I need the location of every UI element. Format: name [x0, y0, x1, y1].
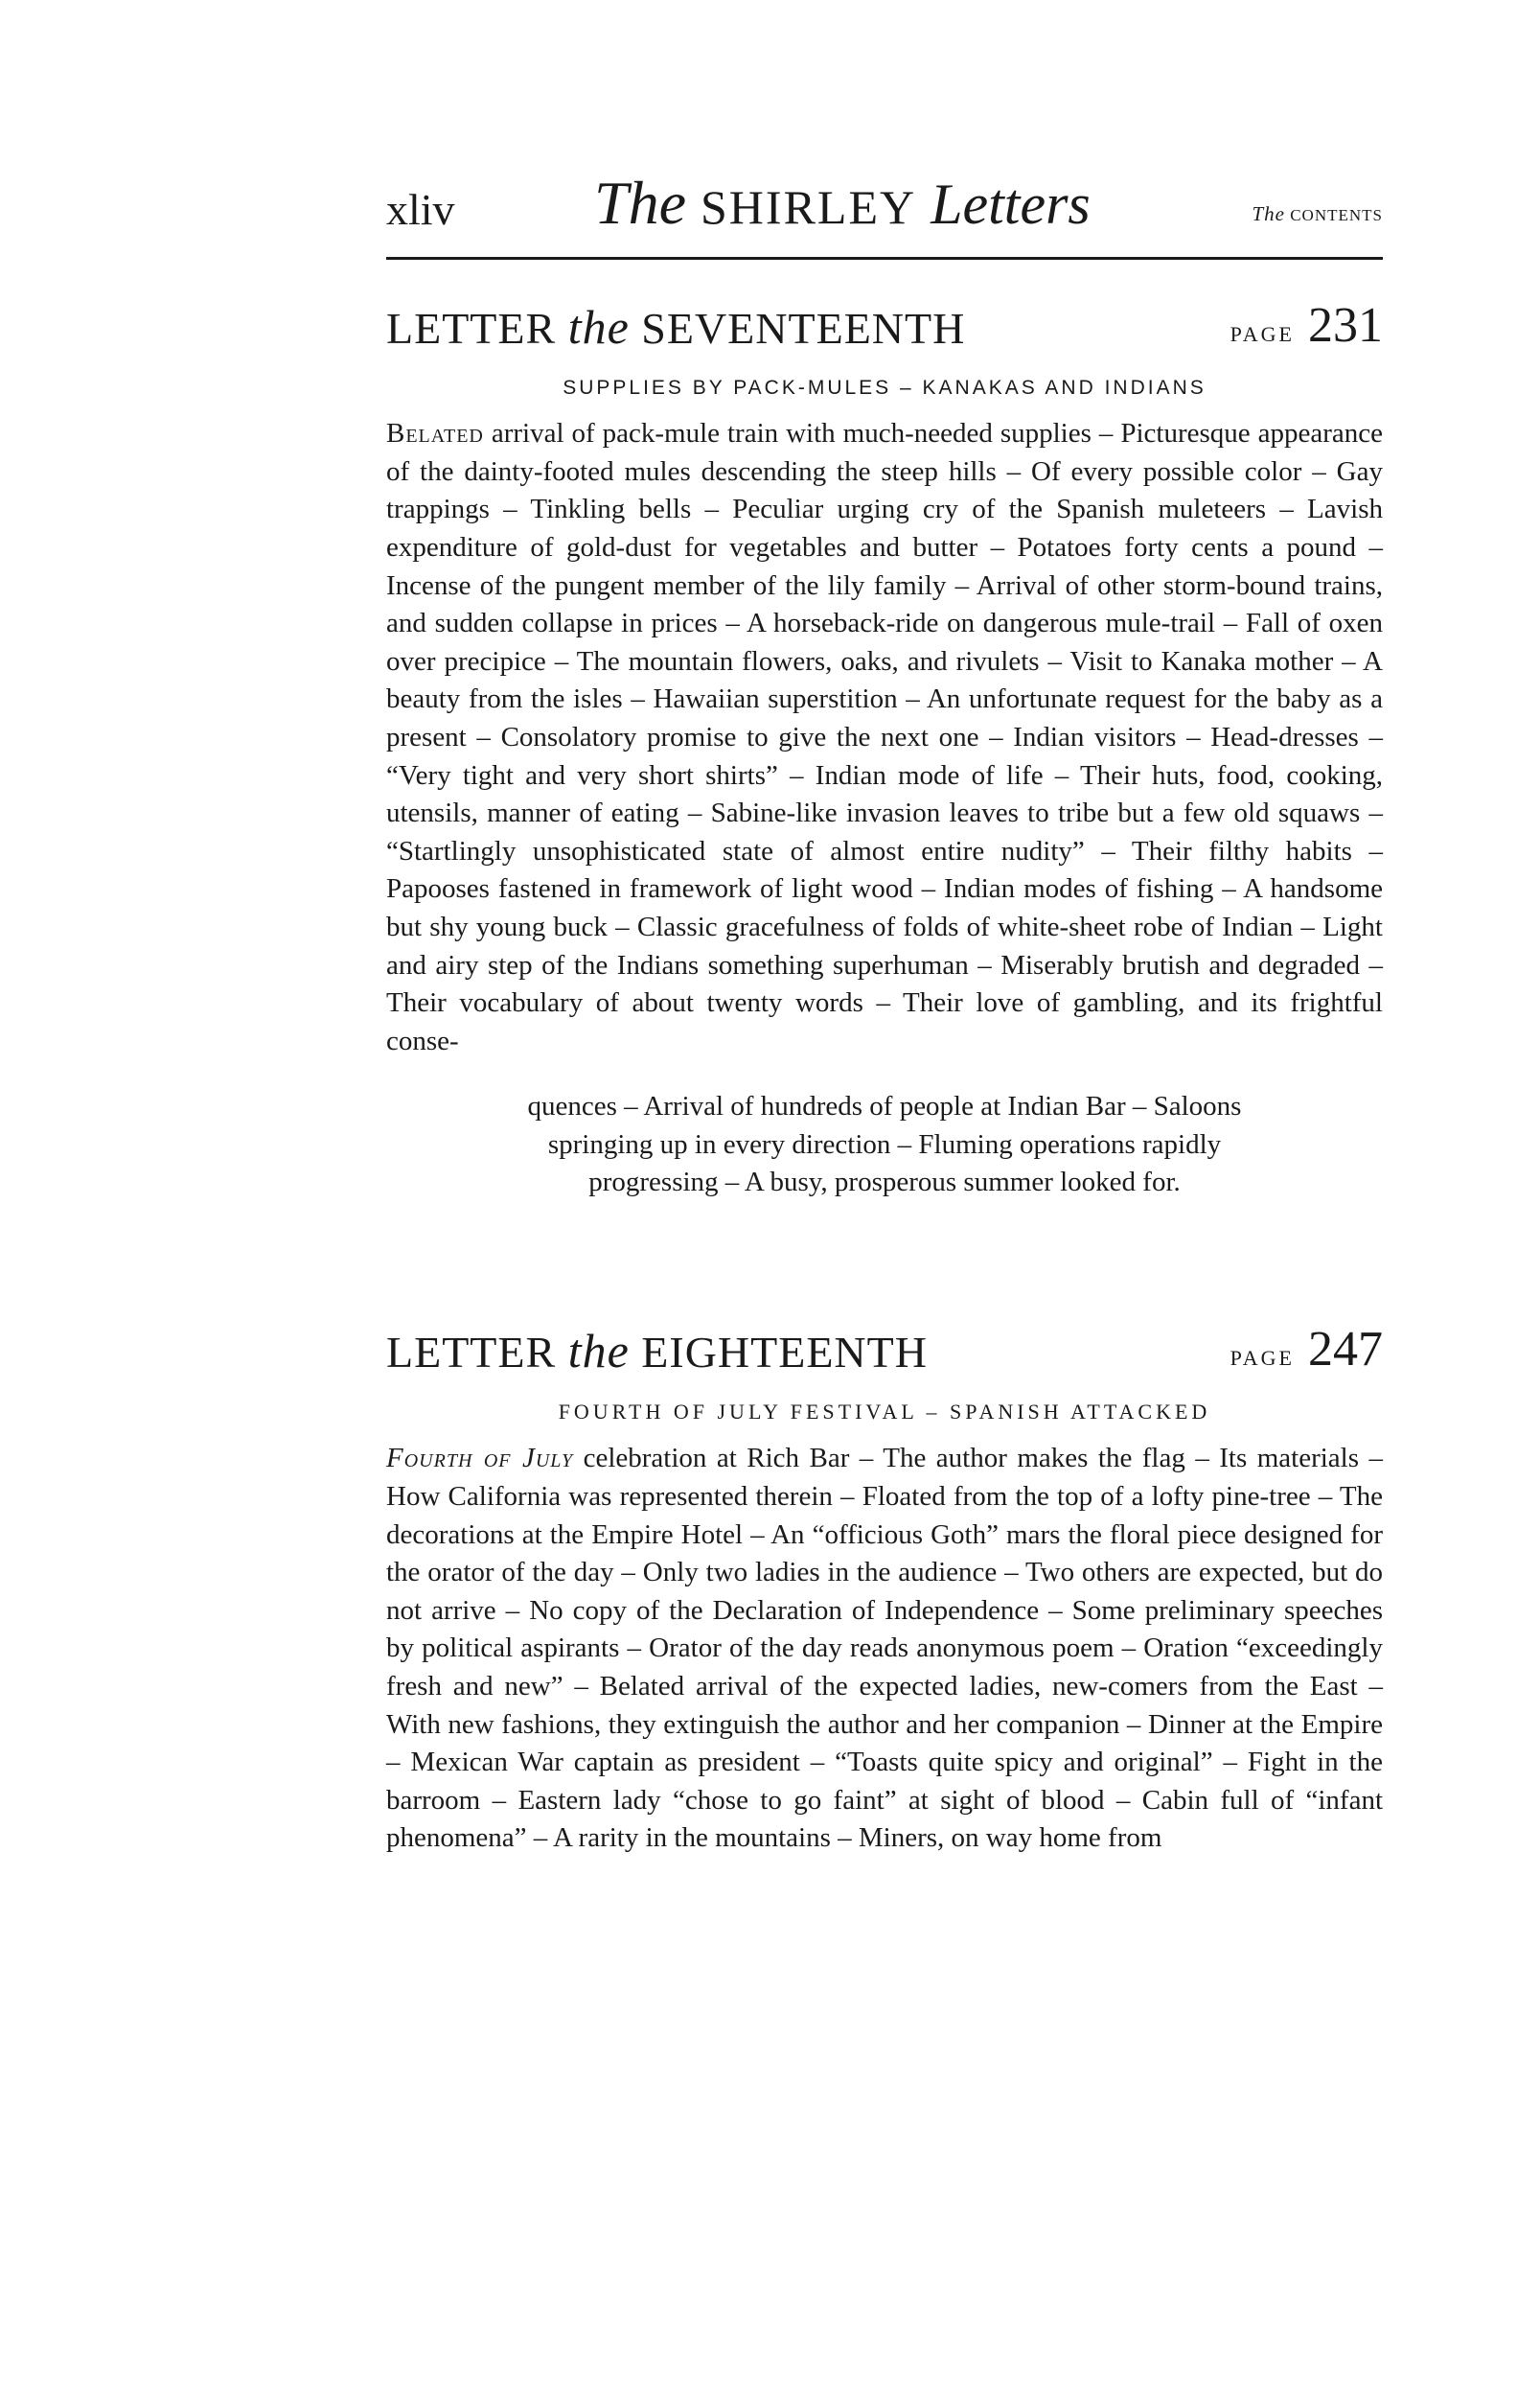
letter-header: [386, 288, 1383, 354]
section-label-the: The: [1252, 202, 1285, 225]
summary-tail-line: springing up in every direction – Fluming operations rapidly: [547, 1128, 1222, 1160]
letter-summary: [386, 415, 1383, 1060]
summary-lead: Belated: [386, 418, 484, 450]
summary-lead: Fourth of July: [386, 1443, 574, 1474]
summary-tail-line: progressing – A busy, prosperous summer looked for.: [588, 1167, 1181, 1198]
summary-text: celebration at Rich Bar – The author makes the flag – Its materials – How California was represented therein – Floated from the top of a lofty pine-tree – The decorations at the Empire Hotel – An “officious Goth” mars the floral piece designed for the orator of the day – Only two ladies in the audience – Two others are expected, but do not arrive – No copy of the Declaration of Independence – Some preliminary speeches by political aspirants – Orator of the day reads anonymous poem – Oration “exceedingly fresh and new” – Belated arrival of the expected ladies, new-comers from the East – With new fashions, they extinguish the author and her companion – Dinner at the Empire – Mexican War captain as president – “Toasts quite spicy and original” – Fight in the barroom – Eastern lady “chose to go faint” at sight of blood – Cabin full of “infant phenomena” – A rarity in the mountains – Miners, on way home from: [386, 1443, 1383, 1854]
letter-title-the: the: [567, 300, 630, 354]
book-title: [594, 169, 1091, 237]
page-reference-label: PAGE: [1230, 322, 1295, 346]
book-title-name: SHIRLEY: [701, 180, 917, 234]
header-rule: [386, 257, 1383, 260]
letter-subtitle: SUPPLIES BY PACK-MULES – KANAKAS AND INDIANS: [563, 377, 1207, 399]
page-reference: [1230, 1322, 1383, 1377]
section-label-name: CONTENTS: [1290, 206, 1383, 224]
letter-title-word: LETTER: [386, 304, 557, 353]
letter-title: [386, 1324, 928, 1378]
letter-summary: [386, 1440, 1383, 1858]
book-title-the: The: [594, 169, 686, 237]
page-folio: xliv: [386, 185, 455, 234]
letter-subtitle: FOURTH OF JULY FESTIVAL – SPANISH ATTACKED: [558, 1400, 1211, 1424]
running-head: [386, 146, 1383, 237]
letter-title: [386, 300, 966, 354]
section-label: [1252, 202, 1383, 226]
page-reference: [1230, 298, 1383, 353]
letter-header: [386, 1311, 1383, 1378]
letter-title-ordinal: EIGHTEENTH: [641, 1328, 928, 1377]
letter-title-ordinal: SEVENTEENTH: [641, 304, 966, 353]
letter-title-the: the: [567, 1324, 630, 1378]
page-reference-number: 231: [1308, 298, 1383, 353]
letter-seventeenth: [386, 288, 1383, 1202]
page-reference-number: 247: [1308, 1322, 1383, 1377]
letter-eighteenth: [386, 1311, 1383, 1886]
summary-tail-line: quences – Arrival of hundreds of people at Indian Bar – Saloons: [527, 1091, 1242, 1123]
book-title-letters: Letters: [931, 173, 1091, 236]
summary-text: arrival of pack-mule train with much-needed supplies – Picturesque appearance of the dainty-footed mules descending the steep hills – Of every possible color – Gay trappings – Tinkling bells – Peculiar urging cry of the Spanish muleteers – Lavish expenditure of gold-dust for vegetables and butter – Potatoes forty cents a pound – Incense of the pungent member of the lily family – Arrival of other storm-bound trains, and sudden collapse in prices – A horseback-ride on dangerous mule-trail – Fall of oxen over precipice – The mountain flowers, oaks, and rivulets – Visit to Kanaka mother – A beauty from the isles – Hawaiian superstition – An unfortunate request for the baby as a present – Consolatory promise to give the next one – Indian visitors – Head-dresses – “Very tight and very short shirts” – Indian mode of life – Their huts, food, cooking, utensils, manner of eating – Sabine-like invasion leaves to tribe but a few old squaws – “Startlingly unsophisticated state of almost entire nudity” – Their filthy habits – Papooses fastened in framework of light wood – Indian modes of fishing – A handsome but shy young buck – Classic gracefulness of folds of white-sheet robe of Indian – Light and airy step of the Indians something superhuman – Miserably brutish and degraded – Their vocabulary of about twenty words – Their love of gambling, and its frightful conse-: [386, 418, 1383, 1056]
page-reference-label: PAGE: [1230, 1346, 1295, 1370]
letter-title-word: LETTER: [386, 1328, 557, 1377]
